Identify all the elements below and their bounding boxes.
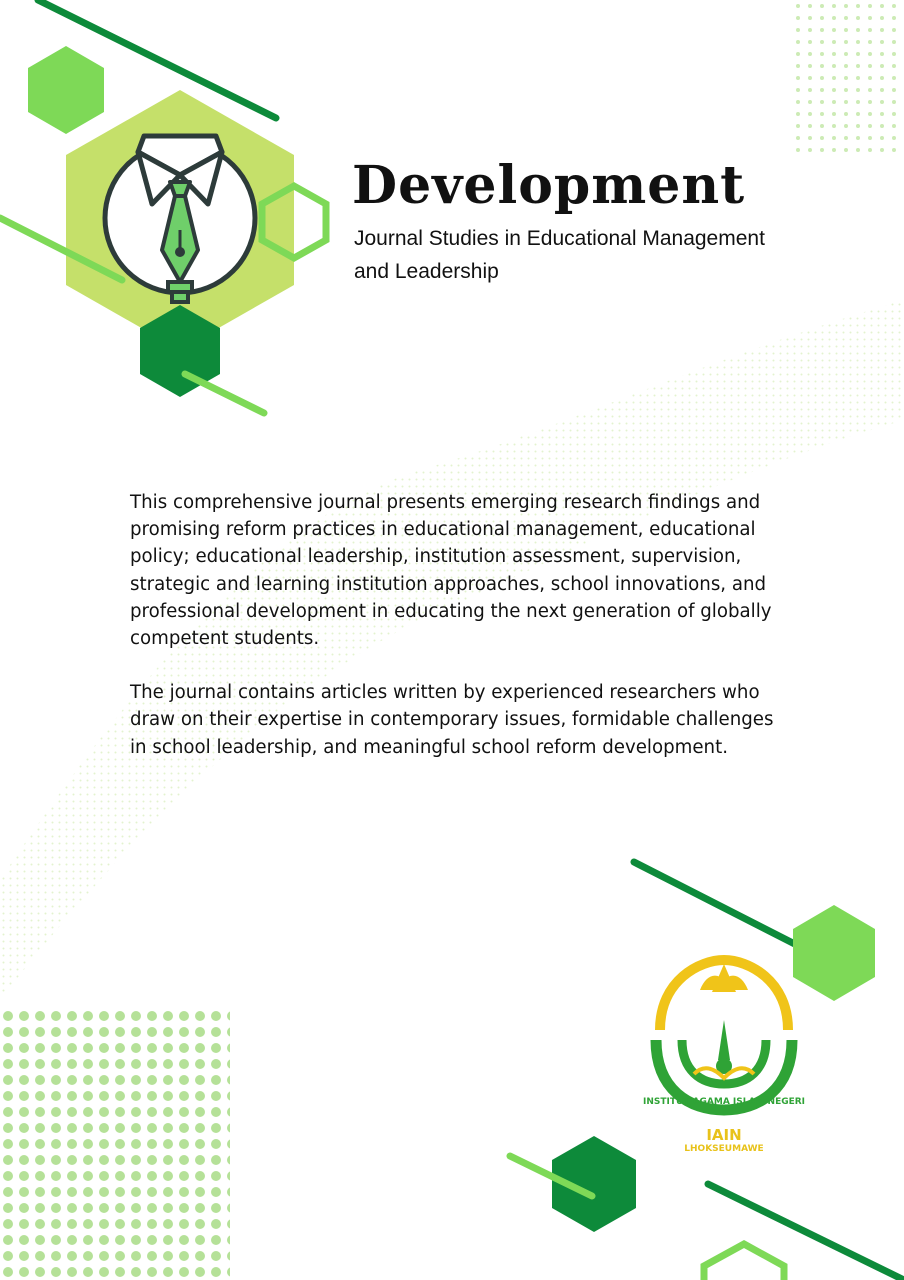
diagonal-line-bottom bbox=[708, 1184, 904, 1280]
diagonal-line-short bbox=[185, 374, 264, 413]
hexagon-light-top bbox=[28, 46, 104, 134]
description-paragraph-2: The journal contains articles written by experienced researchers who draw on their expertise in contemporary issues, formidable challenges in school leadership, and meaningful school reform development. bbox=[130, 682, 774, 758]
iain-city: LHOKSEUMAWE bbox=[684, 1144, 764, 1154]
journal-description bbox=[130, 489, 790, 788]
dot-field-bottom-left bbox=[0, 1010, 230, 1280]
iain-logo-emblem bbox=[656, 960, 792, 1110]
iain-arc-text: INSTITUT AGAMA ISLAM NEGERI bbox=[642, 1097, 806, 1107]
journal-title: Development bbox=[352, 155, 746, 216]
journal-subtitle: Journal Studies in Educational Management and Leadership bbox=[354, 227, 765, 283]
hexagon-light-bottom-right bbox=[793, 905, 875, 1001]
dot-field-top-right bbox=[790, 0, 904, 155]
iain-short-name: IAIN bbox=[706, 1126, 742, 1144]
description-paragraph-1: This comprehensive journal presents emerging research findings and promising reform practices in educational management, educational policy; educational leadership, institution assessment, supervision, strategic and learning institution approaches, school innovations, and professional development in educating the next generation of globally competent students. bbox=[130, 492, 772, 650]
hexagon-outline-bottom bbox=[704, 1244, 784, 1280]
